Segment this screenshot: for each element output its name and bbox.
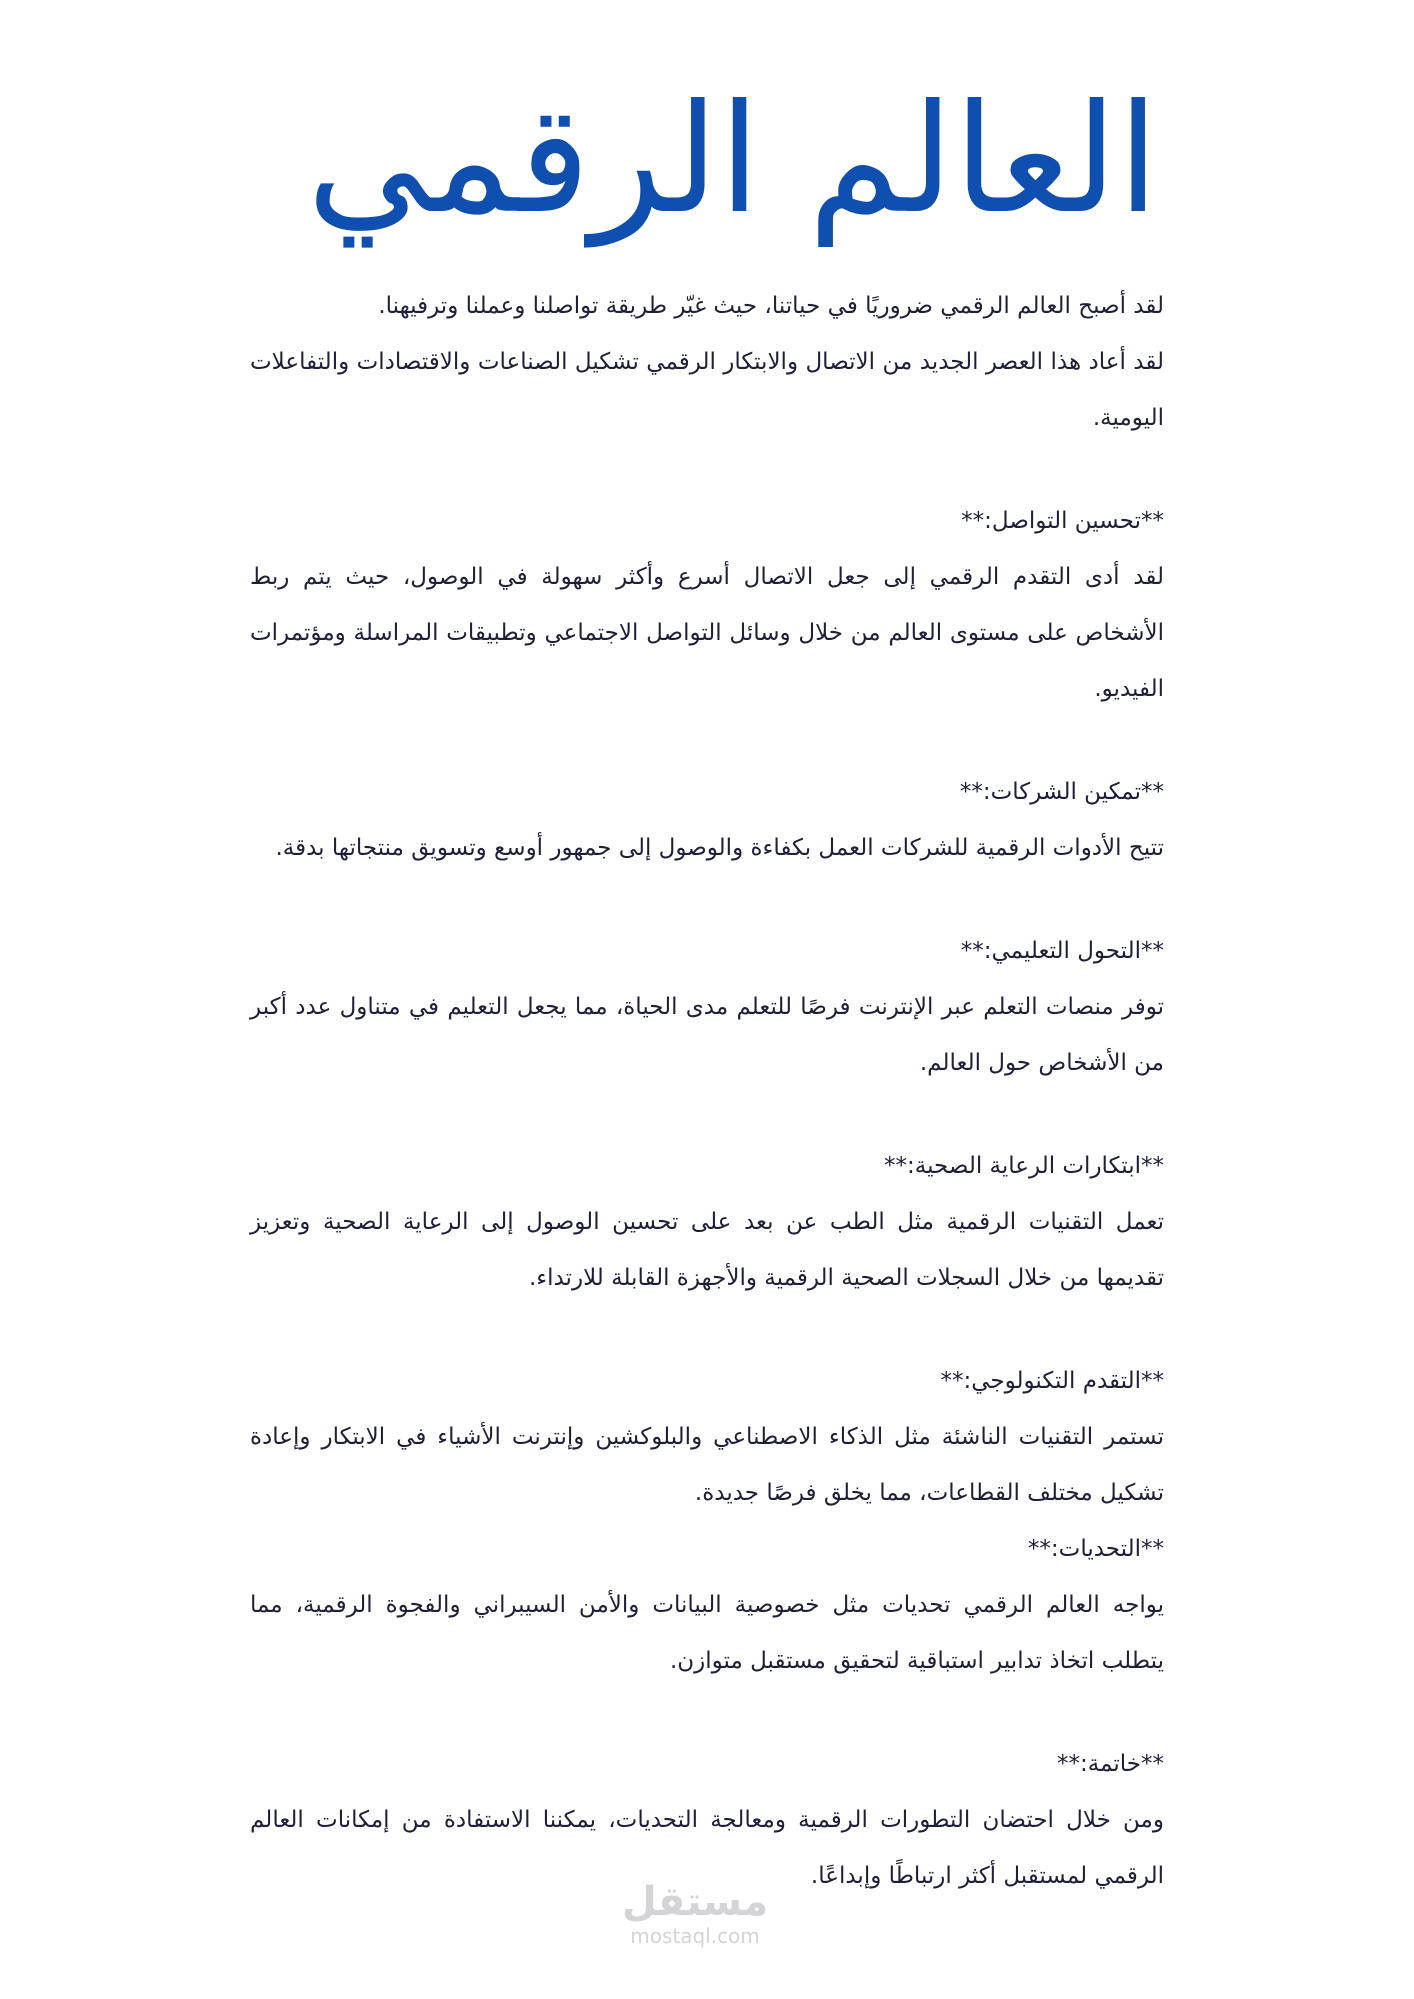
section-body-conclusion: ومن خلال احتضان التطورات الرقمية ومعالجة التحديات، يمكننا الاستفادة من إمكانات العالم الرقمي لمستقبل أكثر ارتباطًا وإبداعًا. xyxy=(250,1807,1164,1889)
section-gap xyxy=(250,876,1164,923)
section-gap xyxy=(250,717,1164,764)
section-gap xyxy=(250,1689,1164,1736)
section-body-technology: تستمر التقنيات الناشئة مثل الذكاء الاصطناعي والبلوكشين وإنترنت الأشياء في الابتكار وإعادة تشكيل مختلف القطاعات، مما يخلق فرصًا جديدة. xyxy=(250,1424,1164,1506)
section-gap xyxy=(250,1306,1164,1353)
watermark-url: mostaql.com xyxy=(630,1924,760,1948)
section-body-challenges: يواجه العالم الرقمي تحديات مثل خصوصية البيانات والأمن السيبراني والفجوة الرقمية، مما يتطلب اتخاذ تدابير استباقية لتحقيق مستقبل متوازن. xyxy=(250,1592,1164,1674)
section-gap xyxy=(250,1091,1164,1138)
section-body-healthcare: تعمل التقنيات الرقمية مثل الطب عن بعد على تحسين الوصول إلى الرعاية الصحية وتعزيز تقديمها من خلال السجلات الصحية الرقمية والأجهزة القابلة للارتداء. xyxy=(250,1209,1164,1291)
section-heading-challenges: **التحديات:** xyxy=(1027,1536,1164,1562)
page-title: العالم الرقمي xyxy=(306,73,1159,247)
document-body xyxy=(250,278,1164,1904)
section-heading-conclusion: **خاتمة:** xyxy=(1056,1751,1164,1777)
section-heading-communication: **تحسين التواصل:** xyxy=(961,508,1164,534)
section-body-education: توفر منصات التعلم عبر الإنترنت فرصًا للتعلم مدى الحياة، مما يجعل التعليم في متناول عدد أكبر من الأشخاص حول العالم. xyxy=(250,994,1164,1076)
section-heading-business: **تمكين الشركات:** xyxy=(959,779,1164,805)
watermark-logo: مستقل xyxy=(621,1879,769,1925)
section-body-business: تتيح الأدوات الرقمية للشركات العمل بكفاءة والوصول إلى جمهور أوسع وتسويق منتجاتها بدقة. xyxy=(275,835,1164,861)
section-gap xyxy=(250,446,1164,493)
intro-paragraph-1: لقد أصبح العالم الرقمي ضروريًا في حياتنا، حيث غيّر طريقة تواصلنا وعملنا وترفيهنا. xyxy=(378,293,1164,319)
section-heading-technology: **التقدم التكنولوجي:** xyxy=(940,1368,1164,1394)
intro-paragraph-2: لقد أعاد هذا العصر الجديد من الاتصال والابتكار الرقمي تشكيل الصناعات والاقتصادات والتفاعلات اليومية. xyxy=(250,349,1164,431)
watermark xyxy=(620,1880,770,1948)
section-heading-education: **التحول التعليمي:** xyxy=(960,938,1164,964)
section-heading-healthcare: **ابتكارات الرعاية الصحية:** xyxy=(884,1153,1164,1179)
section-body-communication: لقد أدى التقدم الرقمي إلى جعل الاتصال أسرع وأكثر سهولة في الوصول، حيث يتم ربط الأشخاص على مستوى العالم من خلال وسائل التواصل الاجتماعي وتطبيقات المراسلة ومؤتمرات الفيديو. xyxy=(250,564,1164,702)
